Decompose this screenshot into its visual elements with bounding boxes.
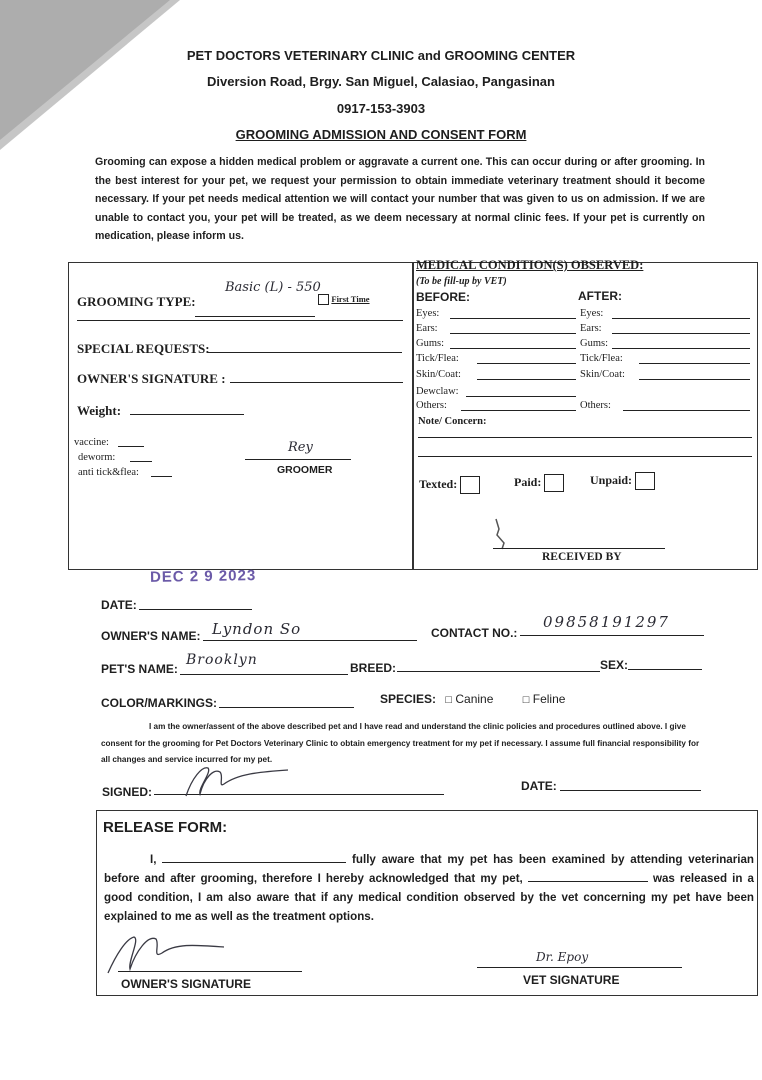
received-signature <box>490 515 520 555</box>
release-paragraph <box>104 850 754 926</box>
canine-label: Canine <box>455 692 494 706</box>
release-title: RELEASE FORM: <box>103 819 228 836</box>
first-time-label: First Time <box>331 294 370 304</box>
pet-name-label: PET'S NAME: <box>101 662 178 676</box>
after-row-label: Ears: <box>580 323 602 334</box>
signed-label: SIGNED: <box>102 785 153 799</box>
release-text-a: I, <box>150 853 157 866</box>
species-field <box>380 692 565 706</box>
grooming-type-value[interactable]: Basic (L) - 550 <box>225 280 321 295</box>
feline-label: Feline <box>532 692 566 706</box>
first-time-checkbox[interactable] <box>318 294 329 305</box>
owner-signature-field[interactable] <box>230 382 403 383</box>
medical-subtitle: (To be fill-up by VET) <box>416 276 507 287</box>
release-owner-sig-line[interactable] <box>118 971 302 972</box>
date-label: DATE: <box>101 598 137 612</box>
after-row-field[interactable] <box>612 333 751 334</box>
first-time-option[interactable] <box>318 294 370 305</box>
owner-name-label: OWNER'S NAME: <box>101 629 201 643</box>
before-row-label: Eyes: <box>416 308 440 319</box>
unpaid-checkbox[interactable] <box>635 472 655 490</box>
before-row-label: Tick/Flea: <box>416 353 459 364</box>
breed-label: BREED: <box>350 661 397 675</box>
release-text-c: was released in a good condition, I am also aware that if any medical condition observed by the vet concerning my pet have been explained to me as well as the treatment options. <box>104 872 754 923</box>
groomer-value[interactable]: Rey <box>288 440 313 455</box>
after-row-field[interactable] <box>639 379 750 380</box>
species-label: SPECIES: <box>380 692 437 706</box>
after-row-field[interactable] <box>639 363 750 364</box>
deworm-label: deworm: <box>78 452 116 463</box>
clinic-name: PET DOCTORS VETERINARY CLINIC and GROOMING CENTER <box>186 48 576 63</box>
note-line-2[interactable] <box>418 456 752 457</box>
after-row-field[interactable] <box>612 318 751 319</box>
after-label: AFTER: <box>578 289 622 303</box>
after-row-label: Others: <box>580 400 611 411</box>
weight-label: Weight: <box>77 403 122 418</box>
before-row-field[interactable] <box>477 363 576 364</box>
before-row-field[interactable] <box>466 396 576 397</box>
consent-text: I am the owner/assent of the above described pet and I have read and understand the clinic policies and procedures outlined above. I give consent for the grooming for Pet Doctors Veterinary Clinic to obtain emergency treatment for my pet if necessary. I assume full financial responsibility for all changes and service incurred for my pet. <box>101 722 700 764</box>
owner-name-line <box>203 640 417 641</box>
after-row-label: Skin/Coat: <box>580 369 625 380</box>
grooming-type-line <box>195 316 315 317</box>
weight-field[interactable] <box>130 414 244 415</box>
texted-label: Texted: <box>419 476 458 491</box>
species-feline[interactable] <box>523 692 566 706</box>
box-divider <box>412 262 414 570</box>
before-row-field[interactable] <box>477 379 576 380</box>
special-requests-field[interactable] <box>208 352 402 353</box>
groomer-line <box>245 459 351 460</box>
release-owner-blank[interactable] <box>162 851 346 863</box>
sex-field[interactable] <box>628 669 702 670</box>
after-row-field[interactable] <box>612 348 751 349</box>
deworm-field[interactable] <box>130 461 152 462</box>
vaccine-field[interactable] <box>118 446 144 447</box>
before-row-field[interactable] <box>450 348 577 349</box>
vaccine-label: vaccine: <box>74 437 109 448</box>
release-pet-blank[interactable] <box>528 870 648 882</box>
paid-checkbox[interactable] <box>544 474 564 492</box>
special-requests-label: SPECIAL REQUESTS: <box>77 341 210 356</box>
before-row-field[interactable] <box>461 410 577 411</box>
before-row-label: Gums: <box>416 338 445 349</box>
paid-option[interactable] <box>514 474 564 492</box>
note-line-1[interactable] <box>418 437 752 438</box>
color-label: COLOR/MARKINGS: <box>101 696 217 710</box>
groomer-label: GROOMER <box>277 464 333 476</box>
before-row-label: Skin/Coat: <box>416 369 461 380</box>
pet-name-line <box>180 674 348 675</box>
species-canine[interactable] <box>445 692 493 706</box>
before-label: BEFORE: <box>416 290 470 304</box>
after-row-label: Eyes: <box>580 308 604 319</box>
before-row-label: Others: <box>416 400 447 411</box>
before-row-label: Dewclaw: <box>416 386 459 397</box>
clinic-phone: 0917-153-3903 <box>336 101 426 116</box>
after-row-label: Tick/Flea: <box>580 353 623 364</box>
grooming-type-label: GROOMING TYPE: <box>77 294 196 309</box>
color-field[interactable] <box>219 707 354 708</box>
contact-label: CONTACT NO.: <box>431 626 518 640</box>
medical-title: MEDICAL CONDITION(S) OBSERVED: <box>416 258 644 272</box>
intro-paragraph: Grooming can expose a hidden medical problem or aggravate a current one. This can occur during or after grooming. In the best interest for your pet, we request your permission to obtain immediate veterinary treatment should it become necessary. If your pet needs medical attention we will contact your number that was given to us on admission. If we are unable to contact you, your pet will be treated, as we deem necessary at normal clinic fees. If your pet is currently on medication, please inform us. <box>95 156 705 242</box>
contact-line <box>520 635 704 636</box>
unpaid-label: Unpaid: <box>590 472 633 487</box>
unpaid-option[interactable] <box>590 472 655 490</box>
breed-field[interactable] <box>397 671 600 672</box>
canine-checkbox[interactable]: □ <box>445 694 453 706</box>
paid-label: Paid: <box>514 474 542 489</box>
before-row-label: Ears: <box>416 323 438 334</box>
before-row-field[interactable] <box>450 318 577 319</box>
owner-signature-label: OWNER'S SIGNATURE : <box>77 371 226 386</box>
vet-sig-line <box>477 967 682 968</box>
date2-label: DATE: <box>521 779 557 793</box>
grooming-type-line2 <box>77 320 403 321</box>
vet-signature-value[interactable]: Dr. Epoy <box>536 950 589 964</box>
form-title: GROOMING ADMISSION AND CONSENT FORM <box>235 127 527 142</box>
texted-checkbox[interactable] <box>460 476 480 494</box>
contact-value[interactable]: 09858191297 <box>543 613 670 631</box>
anti-tick-field[interactable] <box>151 476 172 477</box>
release-text-b: fully aware that my pet has been examined by attending veterinarian before and after grooming, therefore I hereby acknowledged that my pet, <box>104 853 754 885</box>
release-owner-sig-label: OWNER'S SIGNATURE <box>121 977 251 991</box>
after-row-label: Gums: <box>580 338 609 349</box>
after-row-field[interactable] <box>623 410 751 411</box>
vet-sig-label: VET SIGNATURE <box>523 973 620 987</box>
anti-tick-label: anti tick&flea: <box>78 467 139 478</box>
received-by-line[interactable] <box>493 548 665 549</box>
date-stamp: DEC 2 9 2023 <box>149 567 257 586</box>
clinic-address: Diversion Road, Brgy. San Miguel, Calasiao, Pangasinan <box>207 74 555 89</box>
owner-signature-scribble <box>178 758 318 804</box>
owner-name-value[interactable]: Lyndon So <box>212 620 302 638</box>
feline-checkbox[interactable]: □ <box>522 694 530 706</box>
before-row-field[interactable] <box>450 333 577 334</box>
received-by-label: RECEIVED BY <box>542 551 622 563</box>
texted-option[interactable] <box>419 476 480 494</box>
pet-name-value[interactable]: Brooklyn <box>186 652 258 668</box>
sex-label: SEX: <box>600 658 629 672</box>
note-label: Note/ Concern: <box>418 416 487 427</box>
date-field[interactable] <box>139 609 252 610</box>
date2-field[interactable] <box>560 790 701 791</box>
